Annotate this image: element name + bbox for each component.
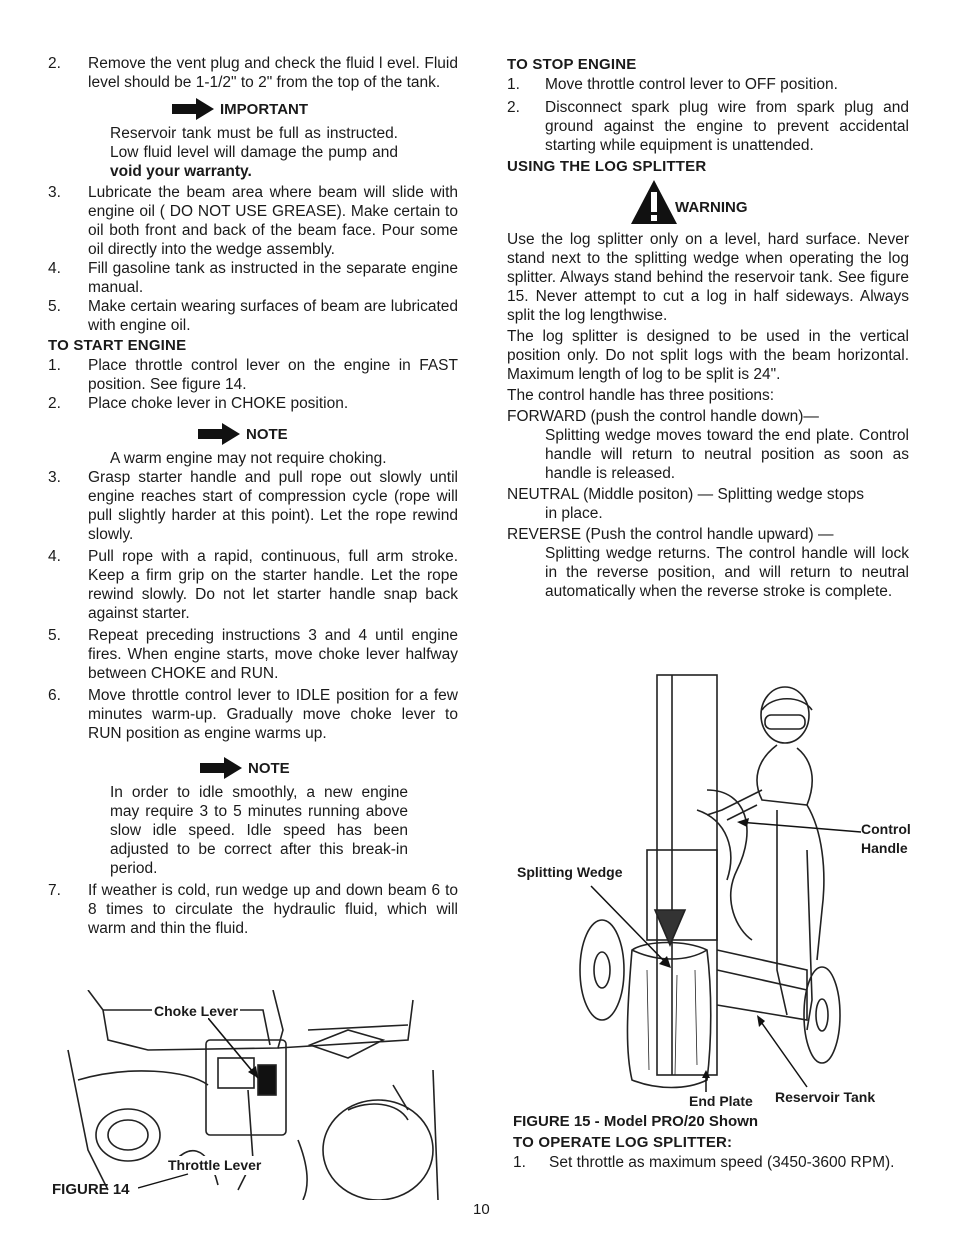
start-engine-heading: TO START ENGINE — [48, 337, 187, 354]
item-text: Place choke lever in CHOKE position. — [88, 395, 349, 412]
list-item — [507, 75, 909, 94]
important-callout — [48, 98, 458, 120]
control-handle-label — [861, 820, 911, 858]
item-number: 2. — [507, 99, 520, 116]
important-bold: void your warranty. — [110, 163, 252, 180]
item-text: Grasp starter handle and pull rope out slowly until engine reaches start of compression cycle (rope will pull slightly harder at this point). Let the rope rewind slowly. — [88, 469, 458, 543]
figure-14 — [48, 990, 468, 1200]
list-item — [48, 468, 458, 544]
paragraph: The control handle has three positions: — [507, 387, 775, 404]
note-label: NOTE — [248, 759, 290, 777]
important-text — [48, 124, 458, 181]
arrow-right-icon — [172, 98, 214, 120]
list-item — [48, 881, 458, 938]
page-number: 10 — [473, 1201, 490, 1218]
choke-lever-label: Choke Lever — [154, 1003, 239, 1019]
item-number: 1. — [48, 357, 61, 374]
important-label: IMPORTANT — [220, 100, 309, 118]
log-splitter-illustration — [507, 670, 927, 1110]
position-reverse — [507, 525, 909, 601]
list-item — [48, 394, 458, 413]
choke-pointer — [208, 1018, 268, 1088]
item-text: If weather is cold, run wedge up and down beam 6 to 8 times to circulate the hydraulic fluid, which will warm and thin the fluid. — [88, 882, 458, 937]
item-number: 7. — [48, 882, 61, 899]
item-text: Repeat preceding instructions 3 and 4 until engine fires. When engine starts, move choke lever halfway between CHOKE and RUN. — [88, 627, 458, 682]
list-item — [48, 259, 458, 297]
item-text: Remove the vent plug and check the fluid l evel. Fluid level should be 1-1/2" to 2" from the top of the tank. — [88, 55, 458, 91]
item-text: Move throttle control lever to IDLE position for a few minutes warm-up. Gradually move choke lever to RUN position as engine warms up. — [88, 687, 458, 742]
list-item — [48, 297, 458, 335]
item-text: Pull rope with a rapid, continuous, full arm stroke. Keep a firm grip on the starter handle. Let the rope rewind slowly. Do not let starter handle snap back against starter. — [88, 548, 458, 622]
position-heading: REVERSE (Push the control handle upward) — — [507, 526, 834, 543]
figure-15-caption: FIGURE 15 - Model PRO/20 Shown — [513, 1113, 759, 1130]
item-number: 2. — [48, 55, 61, 72]
position-body: in place. — [545, 505, 603, 522]
list-item — [48, 54, 458, 92]
stop-engine-heading: TO STOP ENGINE — [507, 56, 637, 73]
item-number: 3. — [48, 184, 61, 201]
splitting-wedge-pointer — [587, 882, 677, 972]
warning-label: WARNING — [675, 198, 748, 216]
position-heading: FORWARD (push the control handle down)— — [507, 408, 819, 425]
item-text: Move throttle control lever to OFF position. — [545, 76, 838, 93]
paragraph: Use the log splitter only on a level, hard surface. Never stand next to the splitting wedge when operating the log splitter. Always stand behind the reservoir tank. See figure 15. Never attempt to cut a log in half sideways. Always split the log lengthwise. — [507, 231, 909, 324]
item-number: 2. — [48, 395, 61, 412]
item-number: 6. — [48, 687, 61, 704]
warning-icon — [629, 178, 679, 226]
position-body: Splitting wedge returns. The control handle will lock in the reverse position, and will return to neutral automatically when the reverse stroke is complete. — [545, 545, 909, 600]
throttle-lever-label: Throttle Lever — [168, 1157, 262, 1173]
item-text: Fill gasoline tank as instructed in the separate engine manual. — [88, 260, 458, 296]
arrow-right-icon — [198, 423, 240, 445]
list-item — [48, 686, 458, 743]
note-text: In order to idle smoothly, a new engine may require 3 to 5 minutes running above slow idle speed. Idle speed has been adjusted to be correct after this break-in period. — [110, 784, 408, 877]
position-neutral — [507, 485, 909, 523]
operate-log-splitter-heading: TO OPERATE LOG SPLITTER: — [513, 1134, 733, 1151]
item-text: Disconnect spark plug wire from spark plug and ground against the engine to prevent accidental starting while equipment is unattended. — [545, 99, 909, 154]
note-callout — [48, 757, 458, 779]
note-label: NOTE — [246, 425, 288, 443]
note-text: A warm engine may not require choking. — [110, 450, 387, 467]
important-body: Reservoir tank must be full as instructed. Low fluid level will damage the pump and — [110, 125, 398, 161]
paragraph: The log splitter is designed to be used in the vertical position only. Do not split logs with the beam horizontal. Maximum length of log to be split is 24". — [507, 328, 909, 383]
splitting-wedge-label: Splitting Wedge — [517, 864, 623, 880]
list-item — [48, 356, 458, 394]
item-text: Lubricate the beam area where beam will slide with engine oil ( DO NOT USE GREASE). Make certain to oil both front and back of the beam face. Pour some oil directly into the wedge assembly. — [88, 184, 458, 258]
position-heading: NEUTRAL (Middle positon) — Splitting wedge stops — [507, 486, 864, 503]
control-handle-label-line2: Handle — [861, 840, 908, 856]
reservoir-tank-pointer — [755, 1015, 815, 1090]
end-plate-label: End Plate — [689, 1093, 753, 1109]
left-column — [48, 54, 458, 938]
item-text: Make certain wearing surfaces of beam are lubricated with engine oil. — [88, 298, 458, 334]
list-item — [48, 547, 458, 623]
position-forward — [507, 407, 909, 483]
reservoir-tank-label: Reservoir Tank — [775, 1089, 876, 1105]
figure-15 — [507, 670, 927, 1110]
item-number: 4. — [48, 548, 61, 565]
right-column — [507, 54, 909, 601]
list-item — [507, 98, 909, 155]
item-number: 4. — [48, 260, 61, 277]
item-number: 1. — [513, 1154, 526, 1171]
position-body: Splitting wedge moves toward the end plate. Control handle will return to neutral position as soon as handle is released. — [545, 427, 909, 482]
item-number: 1. — [507, 76, 520, 93]
list-item — [48, 626, 458, 683]
note-callout — [48, 423, 458, 445]
list-item — [513, 1153, 913, 1172]
using-log-splitter-heading: USING THE LOG SPLITTER — [507, 158, 707, 175]
warning-callout — [507, 178, 909, 226]
figure-14-caption: FIGURE 14 — [52, 1181, 130, 1198]
item-number: 5. — [48, 298, 61, 315]
item-text: Set throttle as maximum speed (3450-3600 RPM). — [549, 1154, 895, 1171]
figure-14-pointer — [138, 1172, 198, 1192]
right-bottom — [513, 1112, 913, 1172]
item-number: 3. — [48, 469, 61, 486]
arrow-right-icon — [200, 757, 242, 779]
control-handle-label-line1: Control — [861, 821, 911, 837]
item-number: 5. — [48, 627, 61, 644]
list-item — [48, 183, 458, 259]
item-text: Place throttle control lever on the engine in FAST position. See figure 14. — [88, 357, 458, 393]
control-handle-pointer — [735, 818, 865, 838]
end-plate-pointer — [700, 1070, 712, 1094]
